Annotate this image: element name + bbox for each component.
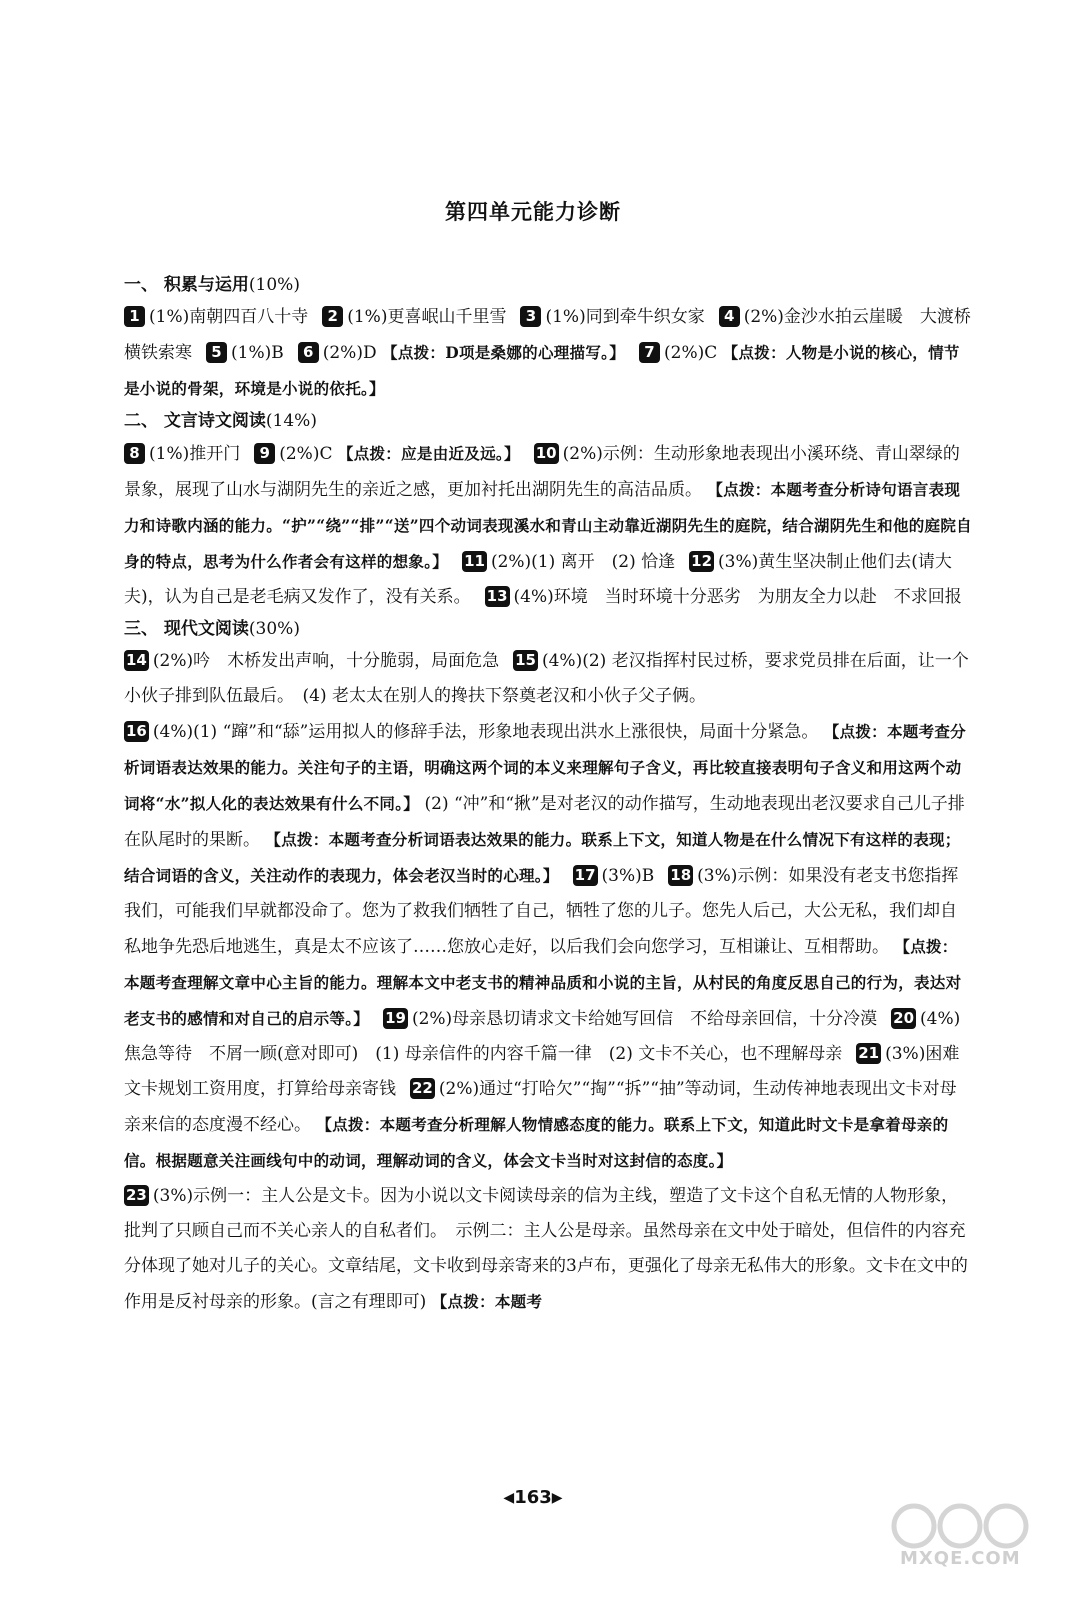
- question-number-badge: 7: [639, 342, 660, 363]
- answer-tip: 【点拨：本题考查分析理解人物情感态度的能力。联系上下文，知道此时文卡是拿着母亲的信。根据题意关注画线句中的动词，理解动词的含义，体会文卡当时对这封信的态度。】: [124, 1115, 949, 1170]
- page-title: 第四单元能力诊断: [445, 200, 621, 224]
- page-number-value: 163: [514, 1487, 552, 1508]
- answer-text: (2%)C: [279, 444, 333, 464]
- answer-text: (3%)B: [601, 866, 655, 886]
- answer-paragraph: [124, 714, 977, 1179]
- question-number-badge: 23: [126, 1186, 147, 1204]
- section-percent: (30%): [248, 619, 300, 639]
- answer-content: [124, 270, 977, 1320]
- answer-text: (1%)更喜岷山千里雪: [347, 307, 507, 327]
- question-number-badge: 10: [535, 444, 557, 462]
- question-number-badge: 5: [206, 342, 227, 363]
- question-number-badge: 6: [298, 342, 319, 363]
- section-percent: (10%): [248, 275, 300, 295]
- section-heading: [124, 406, 972, 436]
- answer-paragraph: [124, 300, 972, 407]
- answer-tip: 【点拨：D项是桑娜的心理描写。】: [382, 343, 626, 362]
- section-heading-text: 一、 积累与运用: [124, 275, 249, 295]
- answer-text: (2%)金沙水拍云崖暖 大渡桥横铁索寒: [124, 307, 971, 363]
- answer-text: (3%)困难 文卡规划工资用度，打算给母亲寄钱: [124, 1044, 977, 1099]
- answer-text: (1%)B: [231, 343, 284, 363]
- answer-text: (2) “冲”和“揪”是对老汉的动作描写，生动地表现出老汉要求自己儿子排在队尾时的果断。: [124, 794, 965, 850]
- question-number-badge: 18: [670, 866, 692, 884]
- question-number-badge: 20: [893, 1009, 915, 1027]
- answer-text: (2%)D: [322, 343, 377, 363]
- answer-text: (3%)示例一：主人公是文卡。因为小说以文卡阅读母亲的信为主线，塑造了文卡这个自私无情的人物形象，批判了只顾自己而不关心亲人的自私者们。 示例二：主人公是母亲。虽然母亲在文中处于暗处，但信件的内容充分体现了她对儿子的关心。文章结尾，文卡收到母亲寄来的3卢布，更强化了母亲无私伟大的形象。文卡在文中的作用是反衬母亲的形象。(言之有理即可): [124, 1186, 968, 1312]
- answer-text: (4%)焦急等待 不屑一顾(意对即可) (1) 母亲信件的内容千篇一律 (2) 文卡不关心，也不理解母亲: [124, 1009, 961, 1064]
- answer-text: (2%)C: [664, 343, 718, 363]
- right-arrow-icon: ▶: [551, 1490, 563, 1506]
- question-number-badge: 12: [691, 552, 713, 570]
- answer-text: (2%)吟 木桥发出声响，十分脆弱，局面危急: [152, 651, 500, 671]
- answer-text: (2%)(1) 离开 (2) 恰逢: [490, 552, 676, 572]
- answer-text: (3%)示例：如果没有老支书您指挥我们，可能我们早就都没命了。您为了救我们牺牲了自己，牺牲了您的儿子。您先人后己，大公无私，我们却自私地争先恐后地逃生，真是太不应该了……您放心走好，以后我们会向您学习，互相谦让、互相帮助。: [124, 866, 959, 957]
- question-number-badge: 13: [486, 587, 508, 605]
- question-number-badge: 11: [464, 552, 485, 570]
- question-number-badge: 19: [385, 1009, 406, 1027]
- answer-text: (1%)南朝四百八十寺: [149, 307, 309, 327]
- answer-text: (1%)同到牵牛织女家: [545, 307, 705, 327]
- answer-paragraph: [124, 436, 972, 615]
- answer-tip: 【点拨：本题考查分析词语表达效果的能力。联系上下文，知道人物是在什么情况下有这样的表现；结合词语的含义，关注动作的表现力，体会老汉当时的心理。】: [124, 830, 961, 885]
- question-number-badge: 17: [574, 866, 596, 884]
- question-number-badge: 21: [858, 1044, 880, 1062]
- section-heading: [124, 614, 972, 644]
- answer-text: (2%)通过“打哈欠”“掏”“拆”“抽”等动词，生动传神地表现出文卡对母亲来信的态度漫不经心。: [124, 1079, 957, 1135]
- section-percent: (14%): [265, 411, 317, 431]
- answer-text: (2%)示例：生动形象地表现出小溪环绕、青山翠绿的景象，展现了山水与湖阴先生的亲近之感，更加衬托出湖阴先生的高洁品质。: [124, 444, 960, 500]
- answer-text: (4%)环境 当时环境十分恶劣 为朋友全力以赴 不求回报: [513, 587, 962, 607]
- section-heading-text: 二、 文言诗文阅读: [124, 411, 266, 431]
- question-number-badge: 3: [520, 306, 541, 327]
- answer-paragraph: [124, 644, 972, 714]
- section-heading-text: 三、 现代文阅读: [124, 619, 249, 639]
- answer-paragraph: [124, 1179, 972, 1320]
- answer-tip: 【点拨：本题考: [431, 1292, 543, 1311]
- question-number-badge: 9: [254, 443, 275, 464]
- left-arrow-icon: ◀: [503, 1490, 515, 1506]
- answer-tip: 【点拨：本题考查理解文章中心主旨的能力。理解本文中老支书的精神品质和小说的主旨，从村民的角度反思自己的行为，表达对老支书的感情和对自己的启示等。】: [124, 937, 962, 1028]
- section-heading: [124, 270, 972, 300]
- answer-text: (3%)黄生坚决制止他们去(请大夫)，认为自己是老毛病又发作了，没有关系。: [124, 552, 952, 607]
- question-number-badge: 1: [124, 306, 145, 327]
- question-number-badge: 14: [126, 651, 147, 669]
- answer-text: (2%)母亲恳切请求文卡给她写回信 不给母亲回信，十分冷漠: [411, 1009, 878, 1029]
- answer-text: (4%)(1) “蹿”和“舔”运用拟人的修辞手法，形象地表现出洪水上涨很快，局面十分紧急。: [152, 722, 819, 742]
- watermark-logo: [886, 1502, 1036, 1578]
- answer-tip: 【点拨：应是由近及远。】: [337, 444, 520, 463]
- answer-tip: 【点拨：本题考查分析词语表达效果的能力。关注句子的主语，明确这两个词的本义来理解句子含义，再比较直接表明句子含义和用这两个动词将“水”拟人化的表达效果有什么不同。】: [124, 722, 966, 813]
- question-number-badge: 4: [719, 306, 740, 327]
- watermark-text: MXQE.COM: [900, 1548, 1021, 1569]
- answer-tip: 【点拨：本题考查分析诗句语言表现力和诗歌内涵的能力。“护”“绕”“排”“送”四个动词表现溪水和青山主动靠近湖阴先生的庭院，结合湖阴先生和他的庭院自身的特点，思考为什么作者会有这样的想象。】: [124, 480, 972, 571]
- answer-text: (1%)推开门: [149, 444, 241, 464]
- question-number-badge: 8: [124, 443, 145, 464]
- question-number-badge: 22: [412, 1079, 433, 1097]
- question-number-badge: 2: [322, 306, 343, 327]
- question-number-badge: 16: [126, 722, 147, 740]
- question-number-badge: 15: [515, 651, 536, 669]
- answer-tip: 【点拨：人物是小说的核心，情节是小说的骨架，环境是小说的依托。】: [124, 343, 960, 398]
- answer-text: (4%)(2) 老汉指挥村民过桥，要求党员排在后面，让一个小伙子排到队伍最后。 (4) 老太太在别人的搀扶下祭奠老汉和小伙子父子俩。: [124, 651, 969, 706]
